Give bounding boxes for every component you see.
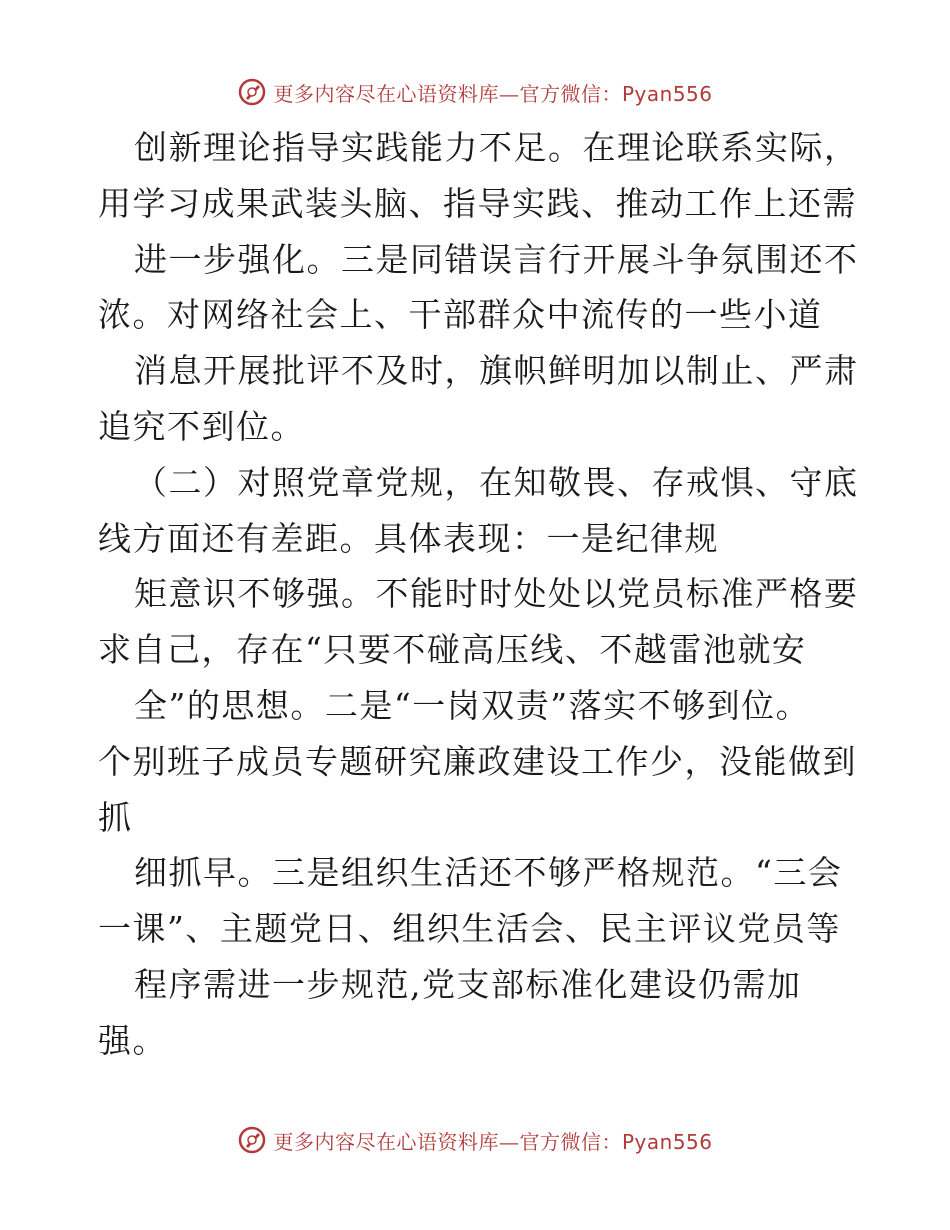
header-watermark [0, 72, 950, 112]
text-line: 强。 [98, 1020, 167, 1060]
text-line: 浓。对网络社会上、干部群众中流传的一些小道 [98, 295, 823, 335]
text-line: 用学习成果武装头脑、指导实践、推动工作上还需 [98, 183, 857, 223]
text-line: 一课”、主题党日、组织生活会、民主评议党员等 [98, 909, 841, 949]
watermark-wechat-id: Pyan556 [621, 81, 713, 106]
text-line: 细抓早。三是组织生活还不够严格规范。“三会 [134, 853, 843, 893]
text-line: 创新理论指导实践能力不足。在理论联系实际， [134, 128, 859, 167]
text-line: 程序需进一步规范,党支部标准化建设仍需加 [134, 964, 802, 1004]
text-line: 抓 [98, 797, 133, 837]
watermark-label: 更多内容尽在心语资料库—官方微信： [273, 81, 622, 106]
footer-watermark [0, 1120, 950, 1160]
watermark-text [273, 1126, 712, 1155]
text-line: （二）对照党章党规，在知敬畏、存戒惧、守底 [134, 462, 859, 502]
text-line: 进一步强化。三是同错误言行开展斗争氛围还不 [134, 239, 859, 279]
quill-seal-icon [237, 1125, 267, 1155]
document-body [98, 120, 858, 1069]
text-line: 个别班子成员专题研究廉政建设工作少，没能做到 [98, 741, 857, 781]
text-line: 消息开展批评不及时，旗帜鲜明加以制止、严肃 [134, 351, 859, 391]
text-line: 矩意识不够强。不能时时处处以党员标准严格要 [134, 574, 859, 614]
text-line: 求自己，存在“只要不碰高压线、不越雷池就安 [98, 630, 807, 670]
text-line: 全”的思想。二是“一岗双责”落实不够到位。 [134, 685, 811, 725]
watermark-label: 更多内容尽在心语资料库—官方微信： [273, 1129, 622, 1154]
watermark-wechat-id: Pyan556 [621, 1129, 713, 1154]
text-line: 追究不到位。 [98, 406, 305, 446]
watermark-text [273, 78, 712, 107]
quill-seal-icon [237, 77, 267, 107]
text-line: 线方面还有差距。具体表现：一是纪律规 [98, 518, 719, 558]
